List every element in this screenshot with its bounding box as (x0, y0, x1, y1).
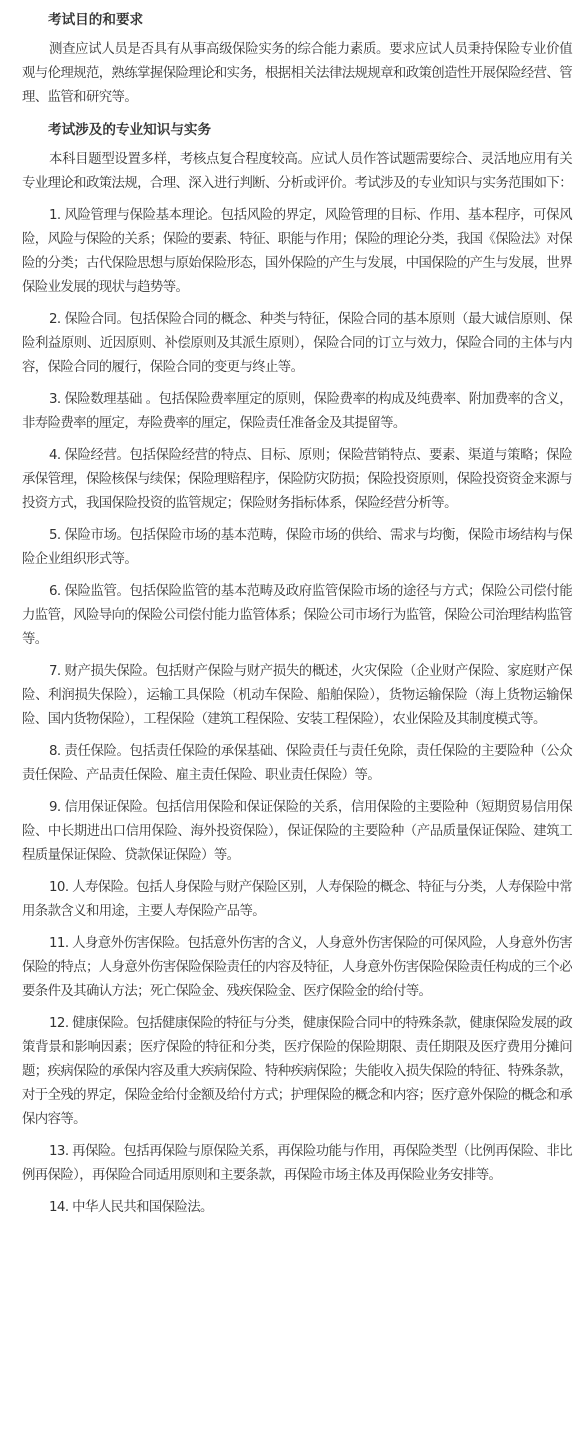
paragraph-exam-purpose: 测查应试人员是否具有从事高级保险实务的综合能力素质。要求应试人员秉持保险专业价值观与伦理规范，熟练掌握保险理论和实务，根据相关法律法规规章和政策创造性开展保险经营、管理、监管和研究等。 (22, 42, 572, 105)
list-item-9-credit-guarantee-insurance: 9. 信用保证保险。包括信用保险和保证保险的关系，信用保险的主要险种（短期贸易信用保险、中长期进出口信用保险、海外投资保险），保证保险的主要险种（产品质量保证保险、建筑工程质量保证保险、贷款保证保险）等。 (22, 800, 572, 863)
list-item-14-insurance-law: 14. 中华人民共和国保险法。 (49, 1200, 213, 1215)
list-item-4-insurance-operation: 4. 保险经营。包括保险经营的特点、目标、原则；保险营销特点、要素、渠道与策略；保险承保管理，保险核保与续保；保险理赔程序，保险防灾防损；保险投资原则，保险投资资金来源与投资方式，我国保险投资的监管规定；保险财务指标体系，保险经营分析等。 (22, 448, 572, 511)
list-item-3-actuarial-basics: 3. 保险数理基础 。包括保险费率厘定的原则，保险费率的构成及纯费率、附加费率的含义，非寿险费率的厘定，寿险费率的厘定，保险责任准备金及其提留等。 (22, 392, 572, 431)
list-item-13-reinsurance: 13. 再保险。包括再保险与原保险关系，再保险功能与作用，再保险类型（比例再保险、非比例再保险），再保险合同适用原则和主要条款，再保险市场主体及再保险业务安排等。 (22, 1144, 572, 1183)
list-item-12-health-insurance: 12. 健康保险。包括健康保险的特征与分类，健康保险合同中的特殊条款，健康保险发展的政策背景和影响因素；医疗保险的特征和分类，医疗保险的保险期限、责任期限及医疗费用分摊问题；疾病保险的承保内容及重大疾病保险、特种疾病保险；失能收入损失保险的特征、特殊条款，对于全残的界定，保险金给付金额及给付方式；护理保险的概念和内容；医疗意外保险的概念和承保内容等。 (22, 1016, 572, 1127)
list-item-1-risk-management: 1. 风险管理与保险基本理论。包括风险的界定，风险管理的目标、作用、基本程序，可保风险，风险与保险的关系；保险的要素、特征、职能与作用；保险的理论分类，我国《保险法》对保险的分类；古代保险思想与原始保险形态，国外保险的产生与发展，中国保险的产生与发展，世界保险业发展的现状与趋势等。 (22, 208, 572, 295)
list-item-6-insurance-regulation: 6. 保险监管。包括保险监管的基本范畴及政府监管保险市场的途径与方式；保险公司偿付能力监管，风险导向的保险公司偿付能力监管体系；保险公司市场行为监管，保险公司治理结构监管等。 (22, 584, 572, 647)
section-heading-exam-purpose: 考试目的和要求 (48, 12, 144, 28)
list-item-10-life-insurance: 10. 人寿保险。包括人身保险与财产保险区别，人寿保险的概念、特征与分类，人寿保险中常用条款含义和用途，主要人寿保险产品等。 (22, 880, 572, 919)
list-item-8-liability-insurance: 8. 责任保险。包括责任保险的承保基础、保险责任与责任免除，责任保险的主要险种（公众责任保险、产品责任保险、雇主责任保险、职业责任保险）等。 (22, 744, 572, 783)
list-item-11-accident-insurance: 11. 人身意外伤害保险。包括意外伤害的含义，人身意外伤害保险的可保风险，人身意外伤害保险的特点；人身意外伤害保险保险责任的内容及特征，人身意外伤害保险保险责任构成的三个必要条件及其确认方法；死亡保险金、残疾保险金、医疗保险金的给付等。 (22, 936, 572, 999)
paragraph-intro: 本科目题型设置多样，考核点复合程度较高。应试人员作答试题需要综合、灵活地应用有关专业理论和政策法规，合理、深入进行判断、分析或评价。考试涉及的专业知识与实务范围如下： (22, 152, 572, 191)
list-item-5-insurance-market: 5. 保险市场。包括保险市场的基本范畴，保险市场的供给、需求与均衡，保险市场结构与保险企业组织形式等。 (22, 528, 572, 567)
list-item-2-insurance-contract: 2. 保险合同。包括保险合同的概念、种类与特征，保险合同的基本原则（最大诚信原则、保险利益原则、近因原则、补偿原则及其派生原则），保险合同的订立与效力，保险合同的主体与内容，保险合同的履行，保险合同的变更与终止等。 (22, 312, 572, 375)
list-item-7-property-insurance: 7. 财产损失保险。包括财产保险与财产损失的概述，火灾保险（企业财产保险、家庭财产保险、利润损失保险），运输工具保险（机动车保险、船舶保险），货物运输保险（海上货物运输保险、国内货物保险），工程保险（建筑工程保险、安装工程保险），农业保险及其制度模式等。 (22, 664, 572, 727)
section-heading-knowledge-scope: 考试涉及的专业知识与实务 (48, 122, 212, 138)
